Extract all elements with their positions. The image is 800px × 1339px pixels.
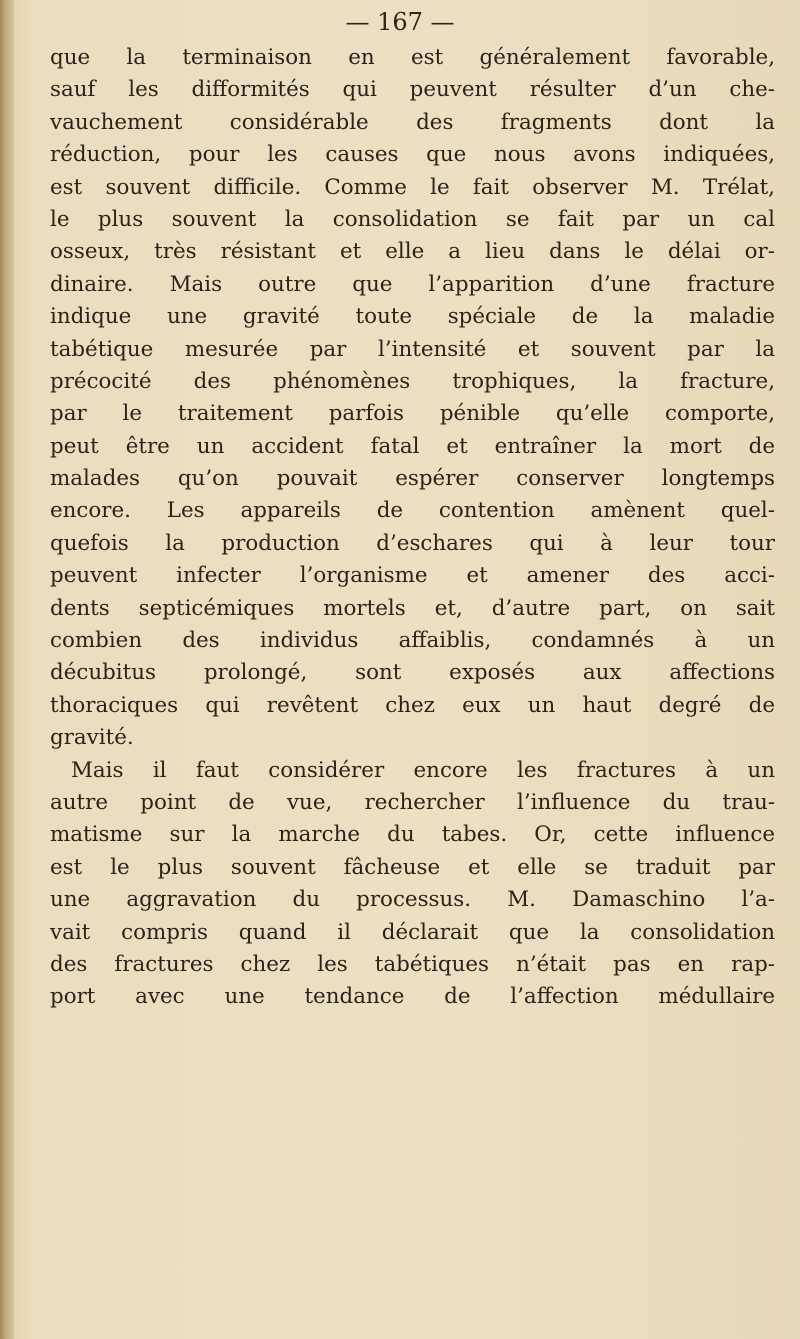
text-line: tabétique mesurée par l’intensité et souvent par la [50, 336, 775, 362]
text-line: malades qu’on pouvait espérer conserver longtemps [50, 466, 775, 492]
text-line: dinaire. Mais outre que l’apparition d’une fracture [50, 271, 775, 297]
body-text [50, 42, 775, 1014]
text-line: matisme sur la marche du tabes. Or, cette influence [50, 822, 775, 848]
text-line: une aggravation du processus. M. Damaschino l’a- [50, 887, 775, 913]
text-line: des fractures chez les tabétiques n’était pas en rap- [50, 951, 775, 977]
text-line: port avec une tendance de l’affection médullaire [50, 984, 775, 1010]
text-line: peuvent infecter l’organisme et amener des acci- [50, 563, 775, 589]
text-line: dents septicémiques mortels et, d’autre part, on sait [50, 595, 775, 621]
text-line: vauchement considérable des fragments dont la [50, 109, 775, 135]
text-line: Mais il faut considérer encore les fractures à un [71, 757, 775, 783]
text-line: autre point de vue, rechercher l’influence du trau- [50, 789, 775, 815]
text-line: est souvent difficile. Comme le fait observer M. Trélat, [50, 174, 775, 200]
text-line: indique une gravité toute spéciale de la maladie [50, 304, 775, 330]
text-line: vait compris quand il déclarait que la consolidation [50, 919, 775, 945]
text-line: précocité des phénomènes trophiques, la fracture, [50, 368, 775, 394]
text-line: par le traitement parfois pénible qu’elle comporte, [50, 401, 775, 427]
text-line: le plus souvent la consolidation se fait par un cal [50, 206, 775, 232]
text-line: combien des individus affaiblis, condamnés à un [50, 628, 775, 654]
text-line: quefois la production d’eschares qui à leur tour [50, 530, 775, 556]
text-line: peut être un accident fatal et entraîner la mort de [50, 433, 775, 459]
page-binding-edge [0, 0, 14, 1339]
text-line: osseux, très résistant et elle a lieu dans le délai or- [50, 239, 775, 265]
text-line: thoraciques qui revêtent chez eux un haut degré de [50, 692, 775, 718]
text-line: est le plus souvent fâcheuse et elle se traduit par [50, 854, 775, 880]
text-line: encore. Les appareils de contention amènent quel- [50, 498, 775, 524]
text-line: gravité. [50, 725, 134, 751]
text-line: réduction, pour les causes que nous avons indiquées, [50, 142, 775, 168]
text-line: que la terminaison en est généralement favorable, [50, 45, 775, 70]
text-line: décubitus prolongé, sont exposés aux affections [50, 660, 775, 686]
text-line: sauf les difformités qui peuvent résulter d’un che- [50, 77, 775, 103]
page-number: — 167 — [345, 8, 455, 36]
